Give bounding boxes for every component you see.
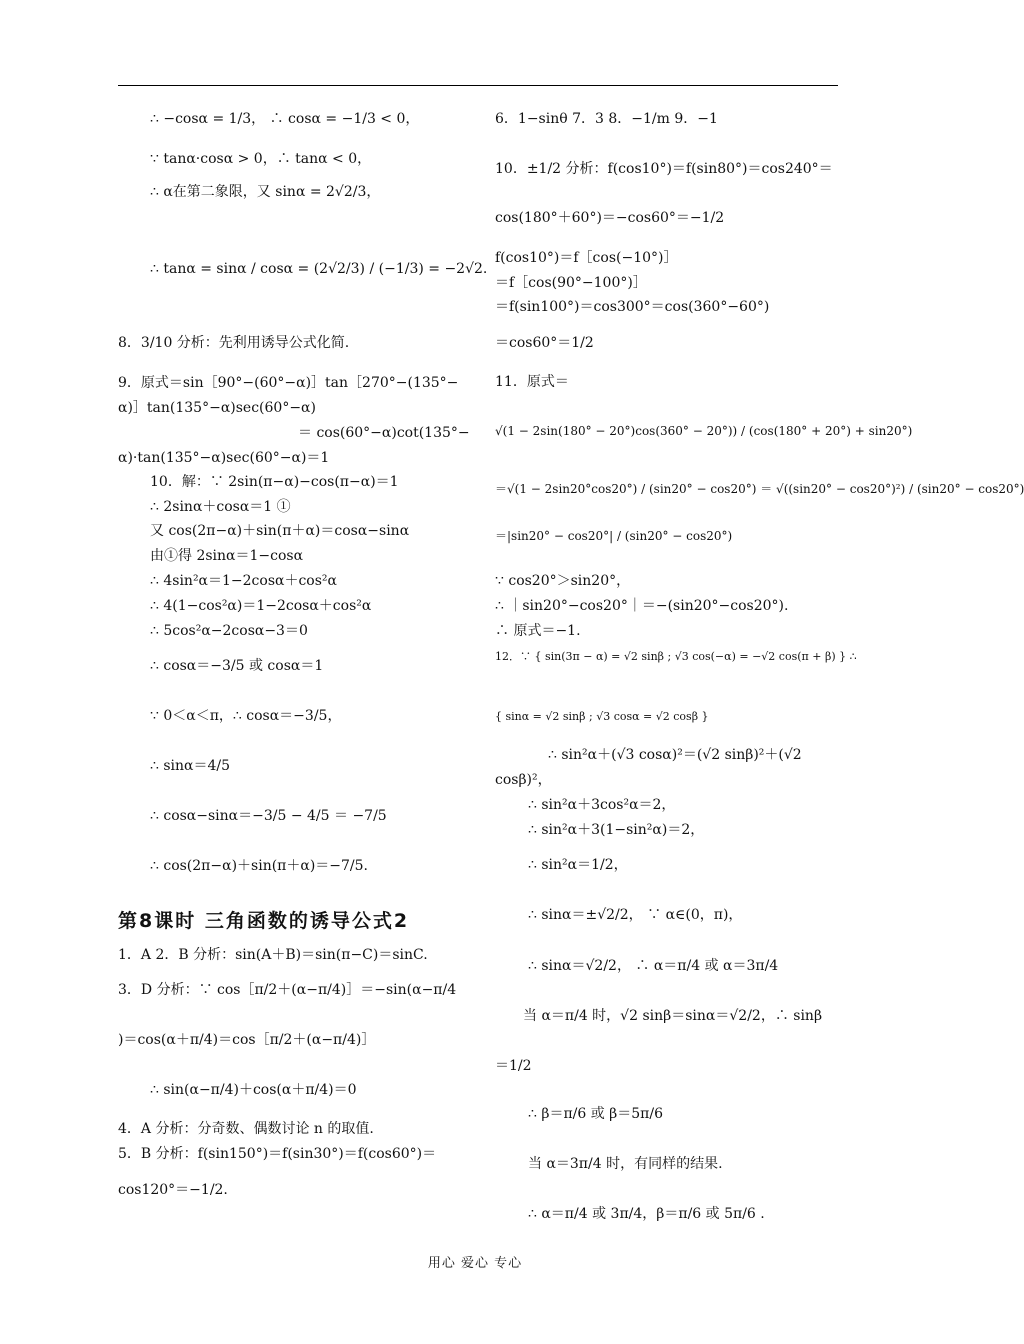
page-footer: 用心 爱心 专心 (427, 1256, 523, 1271)
text-line: ∴ ｜sin20°−cos20°｜＝−(sin20°−cos20°). (495, 598, 789, 614)
text-line: 9．原式＝sin［90°−(60°−α)］tan［270°−(135°− (118, 375, 459, 391)
text-line: ∴ sin²α＋3(1−sin²α)＝2， (528, 822, 705, 838)
text-line: )＝cos(α＋π/4)＝cos［π/2＋(α−π/4)］ (118, 1032, 376, 1048)
text-line: ＝cos60°＝1/2 (495, 335, 594, 351)
text-line: 5．B 分析：f(sin150°)＝f(sin30°)＝f(cos60°)＝ (118, 1146, 437, 1162)
text-line: ∴ sin²α＋3cos²α＝2， (528, 797, 676, 813)
text-line: ∴ sinα＝√2/2， ∴ α＝π/4 或 α＝3π/4 (528, 958, 779, 974)
text-line: ∴ cosα−sinα＝−3/5 − 4/5 ＝ −7/5 (150, 808, 387, 824)
text-line: ∴ sin²α＋(√3 cosα)²＝(√2 sinβ)²＋(√2 (548, 747, 802, 763)
text-line: 10．±1/2 分析：f(cos10°)＝f(sin80°)＝cos240°＝ (495, 161, 833, 177)
text-line: 1．A 2．B 分析：sin(A＋B)＝sin(π−C)＝sinC. (118, 947, 428, 963)
text-line: ∴ β＝π/6 或 β＝5π/6 (528, 1106, 664, 1122)
math-expression: ＝|sin20° − cos20°| / (sin20° − cos20°) (495, 529, 733, 543)
text-line: ∴ 4sin²α＝1−2cosα＋cos²α (150, 573, 337, 589)
text-line: ∴ α在第二象限，又 sinα = 2√2/3， (150, 184, 381, 200)
text-line: ∴ cos(2π−α)＋sin(π＋α)＝−7/5. (150, 858, 368, 874)
text-line: f(cos10°)＝f［cos(−10°)］ (495, 250, 678, 266)
text-line: α)］tan(135°−α)sec(60°−α) (118, 400, 316, 416)
text-line: α)·tan(135°−α)sec(60°−α)＝1 (118, 450, 330, 466)
math-expression: ＝√(1 − 2sin20°cos20°) / (sin20° − cos20°) ＝ √((sin20° − cos20°)²) / (sin20° − cos20°) (495, 482, 1024, 496)
text-line: ∴ sinα＝±√2/2， ∵ α∈(0，π)， (528, 907, 743, 923)
text-line: ＝f(sin100°)＝cos300°＝cos(360°−60°) (495, 299, 770, 315)
text-line: ∴ sin(α−π/4)＋cos(α＋π/4)＝0 (150, 1082, 357, 1098)
text-line: 4．A 分析：分奇数、偶数讨论 n 的取值. (118, 1121, 374, 1137)
text-line: ∴ 原式＝−1. (495, 623, 581, 639)
text-line: 3．D 分析：∵ cos［π/2＋(α−π/4)］＝−sin(α−π/4 (118, 982, 457, 998)
equation-system: { sinα = √2 sinβ ; √3 cosα = √2 cosβ } (495, 710, 709, 723)
math-expression: √(1 − 2sin(180° − 20°)cos(360° − 20°)) / (cos(180° + 20°) + sin20°) (495, 424, 913, 438)
text-line: ∵ 0＜α＜π，∴ cosα＝−3/5， (150, 708, 342, 724)
text-line: ∴ α＝π/4 或 3π/4，β＝π/6 或 5π/6 . (528, 1206, 765, 1222)
text-line: ∵ tanα·cosα > 0，∴ tanα < 0， (150, 151, 372, 167)
text-line: ∴ tanα = sinα / cosα = (2√2/3) / (−1/3) = −2√2. (150, 261, 488, 277)
equation-system: 12．∵ { sin(3π − α) = √2 sinβ ; √3 cos(−α) = −√2 cos(π + β) } ∴ (495, 650, 857, 663)
text-line: 又 cos(2π−α)＋sin(π＋α)＝cosα−sinα (150, 523, 410, 539)
text-line: ＝f［cos(90°−100°)］ (495, 275, 647, 291)
text-line: cos(180°＋60°)＝−cos60°＝−1/2 (495, 210, 725, 226)
text-line: 当 α＝3π/4 时，有同样的结果. (528, 1156, 723, 1172)
header-rule (118, 85, 838, 86)
text-line: ∴ 2sinα＋cosα＝1 ① (150, 499, 291, 515)
text-line: 11．原式＝ (495, 374, 569, 390)
text-line: ∴ sinα＝4/5 (150, 758, 231, 774)
text-line: ＝1/2 (495, 1058, 532, 1074)
text-line: ∴ −cosα = 1/3， ∴ cosα = −1/3 < 0， (150, 111, 420, 127)
text-line: ∴ cosα＝−3/5 或 cosα＝1 (150, 658, 324, 674)
text-line: ∵ cos20°＞sin20°， (495, 573, 631, 589)
text-line: ∴ 5cos²α−2cosα−3＝0 (150, 623, 308, 639)
text-line: ∴ 4(1−cos²α)＝1−2cosα＋cos²α (150, 598, 372, 614)
text-line: 由①得 2sinα＝1−cosα (150, 548, 304, 564)
text-line: ＝ cos(60°−α)cot(135°− (298, 425, 470, 441)
text-line: cosβ)²， (495, 772, 552, 788)
text-line: 6．1−sinθ 7．3 8．−1/m 9．−1 (495, 111, 718, 127)
section-heading: 第8课时 三角函数的诱导公式2 (118, 910, 410, 932)
text-line: cos120°＝−1/2. (118, 1182, 228, 1198)
text-line: 当 α＝π/4 时，√2 sinβ＝sinα＝√2/2，∴ sinβ (523, 1008, 823, 1024)
text-line: ∴ sin²α＝1/2， (528, 857, 628, 873)
text-line: 8．3/10 分析：先利用诱导公式化简. (118, 335, 350, 351)
text-line: 10．解：∵ 2sin(π−α)−cos(π−α)＝1 (150, 474, 399, 490)
